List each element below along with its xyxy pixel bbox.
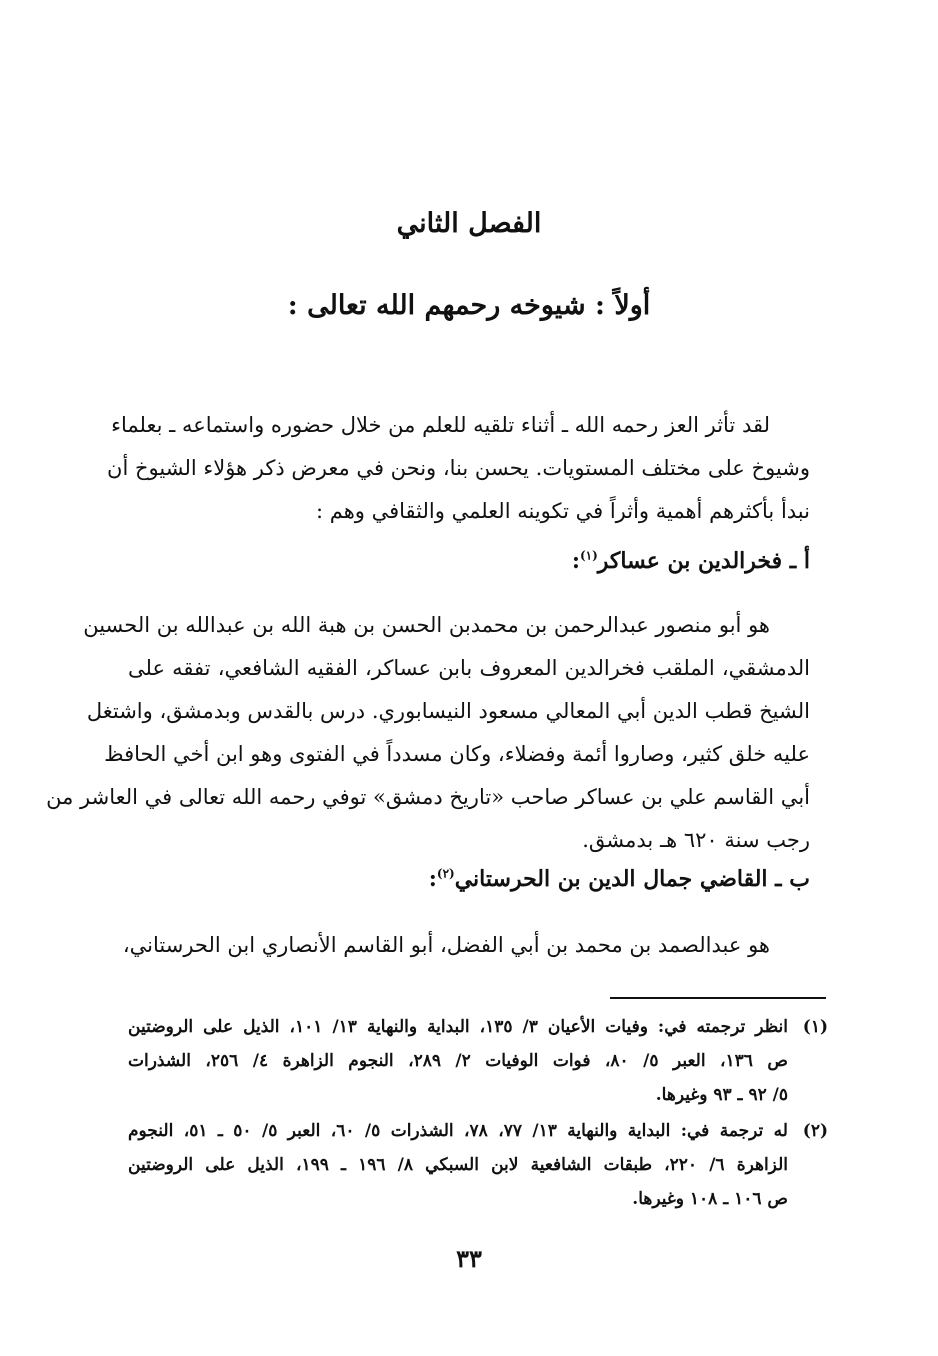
footnote-line: الزاهرة ٦/ ٢٢٠، طبقات الشافعية لابن السبكي ٨/ ١٩٦ ـ ١٩٩، الذيل على الروضتين <box>128 1155 788 1175</box>
footnote-1 <box>128 1010 828 1112</box>
page-number: ٣٣ <box>456 1244 482 1273</box>
sheikh-a-paragraph <box>46 604 810 862</box>
sheikh-a-line: عليه خلق كثير، وصاروا أئمة وفضلاء، وكان مسدداً في الفتوى وهو ابن أخي الحافظ <box>104 742 810 766</box>
footnote-ref-2: (٢) <box>436 866 455 881</box>
footnote-ref-1: (١) <box>579 548 598 563</box>
sheikh-a-line: هو أبو منصور عبدالرحمن بن محمدبن الحسن بن هبة الله بن عبدالله بن الحسين <box>83 613 770 637</box>
footnote-number: (٢) <box>802 1121 828 1141</box>
sheikh-b-heading-text: ب ـ القاضي جمال الدين بن الحرستاني <box>454 866 810 892</box>
intro-line: لقد تأثر العز رحمه الله ـ أثناء تلقيه للعلم من خلال حضوره واستماعه ـ بعلماء <box>111 413 770 437</box>
heading-colon: : <box>571 548 580 574</box>
footnote-line: ٥/ ٩٢ ـ ٩٣ وغيرها. <box>655 1085 788 1105</box>
footnote-divider <box>610 997 826 999</box>
sheikh-b-paragraph <box>122 924 810 967</box>
footnote-number: (١) <box>802 1017 828 1037</box>
heading-colon: : <box>428 866 437 892</box>
sheikh-b-heading <box>429 866 810 892</box>
sheikh-a-line: الدمشقي، الملقب فخرالدين المعروف بابن عساكر، الفقيه الشافعي، تفقه على <box>128 656 810 680</box>
intro-line: نبدأ بأكثرهم أهمية وأثراً في تكوينه العلمي والثقافي وهم : <box>316 499 810 523</box>
sheikh-a-heading-text: أ ـ فخرالدين بن عساكر <box>597 548 810 574</box>
footnote-line: له ترجمة في: البداية والنهاية ١٣/ ٧٧، ٧٨، الشذرات ٥/ ٦٠، العبر ٥/ ٥٠ ـ ٥١، النجوم <box>128 1121 788 1141</box>
footnotes <box>128 1010 828 1218</box>
intro-line: وشيوخ على مختلف المستويات. يحسن بنا، ونحن في معرض ذكر هؤلاء الشيوخ أن <box>107 456 810 480</box>
footnote-2 <box>128 1114 828 1216</box>
footnote-line: ص ١٠٦ ـ ١٠٨ وغيرها. <box>632 1189 788 1209</box>
chapter-title: الفصل الثاني <box>396 208 542 239</box>
intro-paragraph <box>107 404 810 533</box>
sheikh-a-line: أبي القاسم علي بن عساكر صاحب «تاريخ دمشق» توفي رحمه الله تعالى في العاشر من <box>46 785 810 809</box>
sheikh-a-line: الشيخ قطب الدين أبي المعالي مسعود النيسابوري. درس بالقدس وبدمشق، واشتغل <box>86 699 810 723</box>
footnote-line: انظر ترجمته في: وفيات الأعيان ٣/ ١٣٥، البداية والنهاية ١٣/ ١٠١، الذيل على الروضتين <box>128 1017 788 1037</box>
sheikh-b-line: هو عبدالصمد بن محمد بن أبي الفضل، أبو القاسم الأنصاري ابن الحرستاني، <box>122 933 770 957</box>
footnote-line: ص ١٣٦، العبر ٥/ ٨٠، فوات الوفيات ٢/ ٢٨٩، النجوم الزاهرة ٤/ ٢٥٦، الشذرات <box>128 1051 788 1071</box>
sheikh-a-heading <box>572 548 810 574</box>
section-title: أولاً : شيوخه رحمهم الله تعالى : <box>287 290 651 321</box>
sheikh-a-line: رجب سنة ٦٢٠ هـ بدمشق. <box>582 828 810 852</box>
